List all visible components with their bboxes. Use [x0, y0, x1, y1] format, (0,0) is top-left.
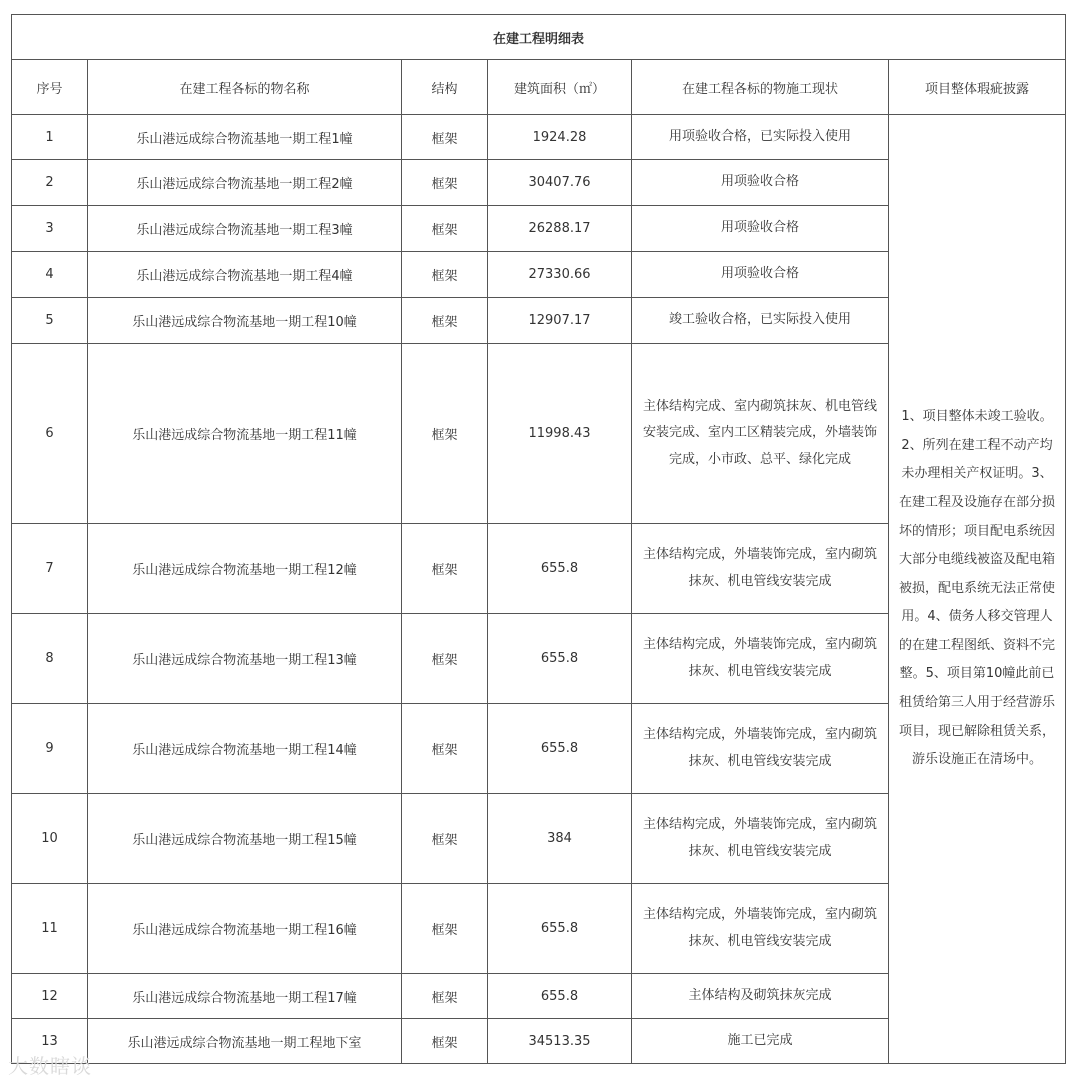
row-area: 26288.17 — [488, 206, 632, 252]
row-no: 5 — [12, 298, 88, 344]
row-structure: 框架 — [402, 704, 488, 794]
row-area: 1924.28 — [488, 115, 632, 160]
row-status: 用项验收合格 — [632, 206, 889, 252]
disclosure-text: 1、项目整体未竣工验收。2、所列在建工程不动产均未办理相关产权证明。3、在建工程及设施存在部分损坏的情形；项目配电系统因大部分电缆线被盗及配电箱被损，配电系统无法正常使用。4、债务人移交管理人的在建工程图纸、资料不完整。5、项目第10幢此前已租赁给第三人用于经营游乐项目，现已解除租赁关系，游乐设施正在清场中。 — [889, 115, 1066, 1064]
row-name: 乐山港远成综合物流基地一期工程17幢 — [88, 974, 402, 1019]
row-no: 6 — [12, 344, 88, 524]
row-structure: 框架 — [402, 1019, 488, 1064]
row-area: 34513.35 — [488, 1019, 632, 1064]
row-structure: 框架 — [402, 614, 488, 704]
row-name: 乐山港远成综合物流基地一期工程10幢 — [88, 298, 402, 344]
row-no: 4 — [12, 252, 88, 298]
row-structure: 框架 — [402, 884, 488, 974]
row-name: 乐山港远成综合物流基地一期工程15幢 — [88, 794, 402, 884]
row-area: 655.8 — [488, 884, 632, 974]
row-no: 3 — [12, 206, 88, 252]
row-no: 12 — [12, 974, 88, 1019]
row-status: 主体结构完成，外墙装饰完成，室内砌筑抹灰、机电管线安装完成 — [632, 794, 889, 884]
row-status: 主体结构完成，外墙装饰完成，室内砌筑抹灰、机电管线安装完成 — [632, 614, 889, 704]
header-area: 建筑面积（㎡） — [488, 60, 632, 115]
watermark: 大数瞎谈 — [8, 1054, 92, 1078]
header-status: 在建工程各标的物施工现状 — [632, 60, 889, 115]
row-area: 384 — [488, 794, 632, 884]
header-no: 序号 — [12, 60, 88, 115]
row-structure: 框架 — [402, 794, 488, 884]
row-name: 乐山港远成综合物流基地一期工程3幢 — [88, 206, 402, 252]
row-area: 655.8 — [488, 704, 632, 794]
row-area: 30407.76 — [488, 160, 632, 206]
row-structure: 框架 — [402, 344, 488, 524]
row-status: 用项验收合格 — [632, 252, 889, 298]
row-area: 27330.66 — [488, 252, 632, 298]
row-no: 1 — [12, 115, 88, 160]
row-status: 竣工验收合格，已实际投入使用 — [632, 298, 889, 344]
row-no: 2 — [12, 160, 88, 206]
row-no: 13 — [12, 1019, 88, 1064]
row-no: 11 — [12, 884, 88, 974]
row-name: 乐山港远成综合物流基地一期工程12幢 — [88, 524, 402, 614]
table-title: 在建工程明细表 — [12, 15, 1066, 60]
row-status: 主体结构完成，外墙装饰完成，室内砌筑抹灰、机电管线安装完成 — [632, 524, 889, 614]
row-structure: 框架 — [402, 298, 488, 344]
row-area: 655.8 — [488, 974, 632, 1019]
row-name: 乐山港远成综合物流基地一期工程1幢 — [88, 115, 402, 160]
row-structure: 框架 — [402, 524, 488, 614]
row-area: 12907.17 — [488, 298, 632, 344]
row-status: 用项验收合格，已实际投入使用 — [632, 115, 889, 160]
header-row — [12, 60, 1066, 115]
row-status: 主体结构完成、室内砌筑抹灰、机电管线安装完成、室内工区精装完成，外墙装饰完成，小市政、总平、绿化完成 — [632, 344, 889, 524]
row-name: 乐山港远成综合物流基地一期工程16幢 — [88, 884, 402, 974]
row-no: 8 — [12, 614, 88, 704]
row-name: 乐山港远成综合物流基地一期工程2幢 — [88, 160, 402, 206]
header-structure: 结构 — [402, 60, 488, 115]
row-area: 655.8 — [488, 524, 632, 614]
row-status: 主体结构完成，外墙装饰完成，室内砌筑抹灰、机电管线安装完成 — [632, 704, 889, 794]
header-disclosure: 项目整体瑕疵披露 — [889, 60, 1066, 115]
row-name: 乐山港远成综合物流基地一期工程地下室 — [88, 1019, 402, 1064]
row-structure: 框架 — [402, 206, 488, 252]
row-structure: 框架 — [402, 252, 488, 298]
table-row — [12, 115, 1066, 160]
row-status: 施工已完成 — [632, 1019, 889, 1064]
header-name: 在建工程各标的物名称 — [88, 60, 402, 115]
row-name: 乐山港远成综合物流基地一期工程11幢 — [88, 344, 402, 524]
row-no: 7 — [12, 524, 88, 614]
row-status: 主体结构及砌筑抹灰完成 — [632, 974, 889, 1019]
row-area: 11998.43 — [488, 344, 632, 524]
row-structure: 框架 — [402, 974, 488, 1019]
construction-detail-table — [11, 14, 1066, 1064]
row-no: 9 — [12, 704, 88, 794]
row-no: 10 — [12, 794, 88, 884]
row-name: 乐山港远成综合物流基地一期工程14幢 — [88, 704, 402, 794]
row-status: 用项验收合格 — [632, 160, 889, 206]
row-name: 乐山港远成综合物流基地一期工程13幢 — [88, 614, 402, 704]
row-area: 655.8 — [488, 614, 632, 704]
row-structure: 框架 — [402, 160, 488, 206]
row-structure: 框架 — [402, 115, 488, 160]
row-name: 乐山港远成综合物流基地一期工程4幢 — [88, 252, 402, 298]
row-status: 主体结构完成，外墙装饰完成，室内砌筑抹灰、机电管线安装完成 — [632, 884, 889, 974]
